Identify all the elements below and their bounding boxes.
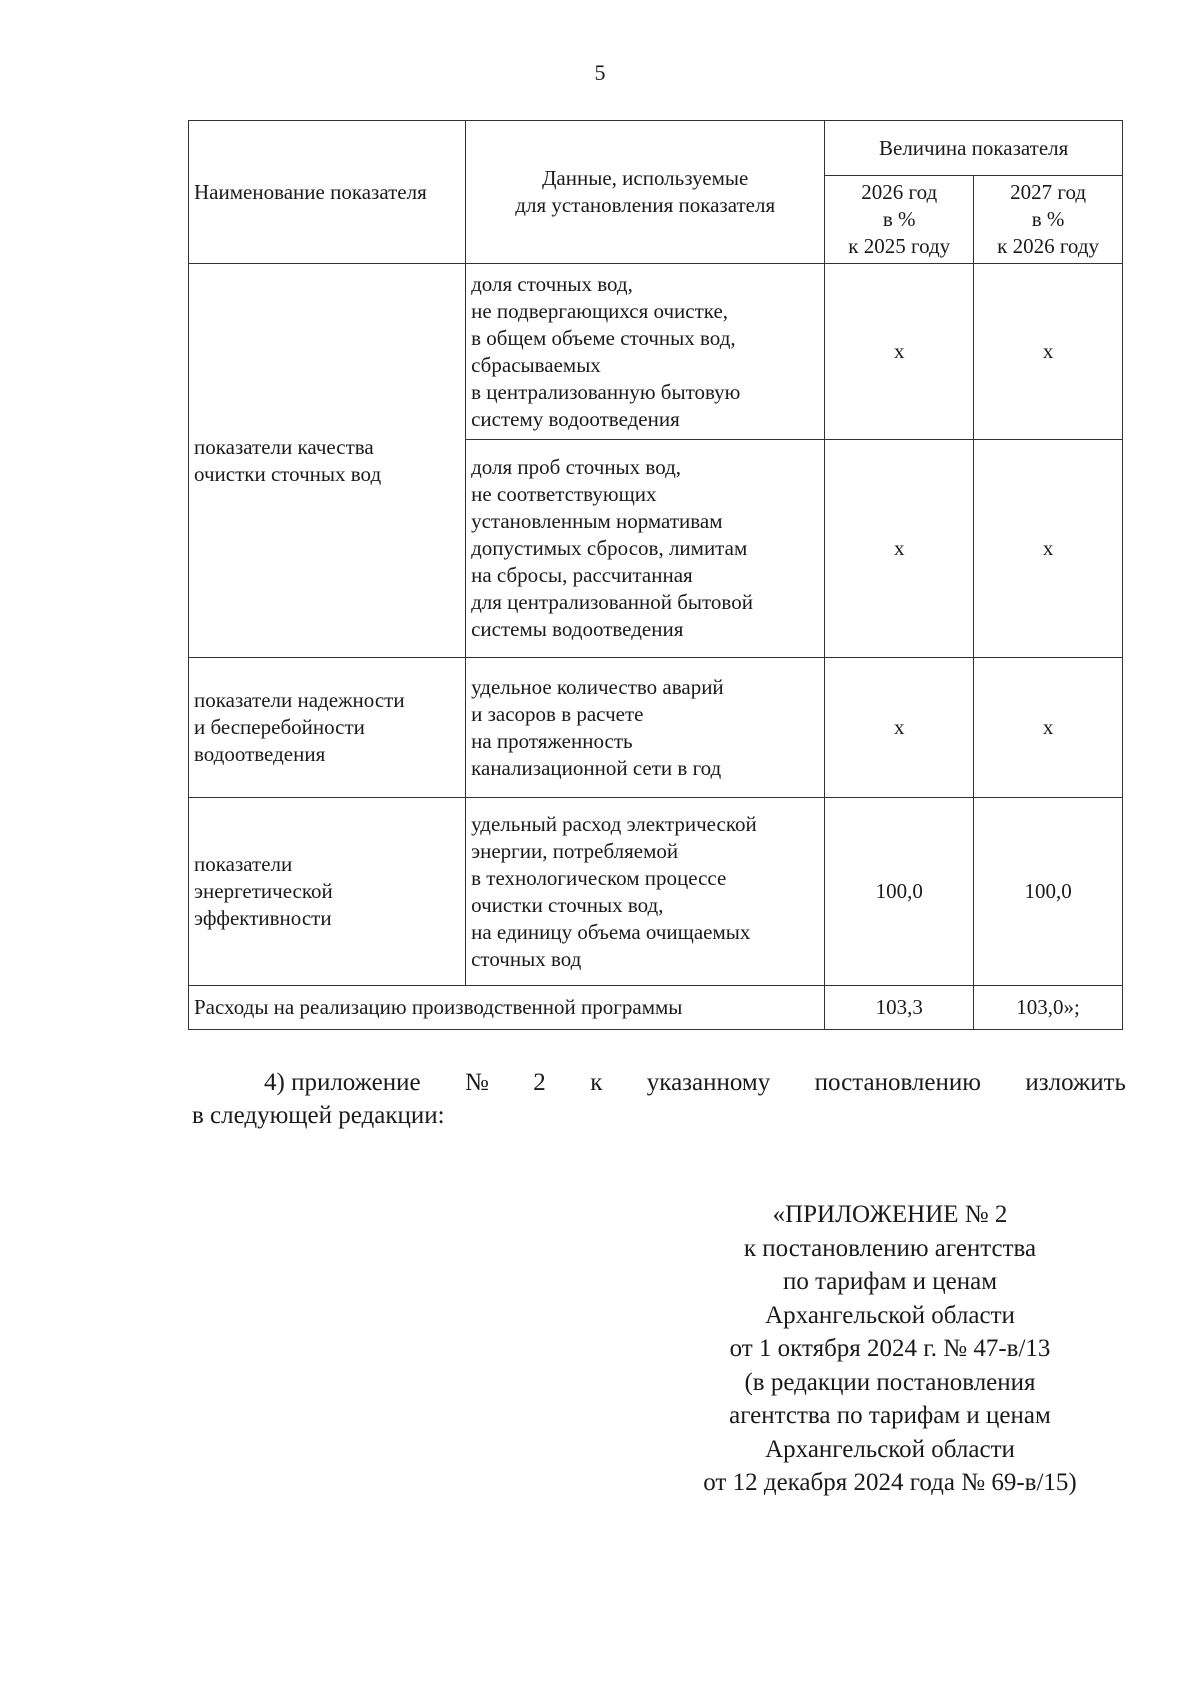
- header-year-2026: 2026 год в % к 2025 году: [825, 176, 974, 264]
- table-row: [189, 798, 1123, 986]
- total-value-2027: 103,0»;: [974, 986, 1123, 1030]
- appendix-line: Архангельской области: [765, 1435, 1015, 1463]
- paragraph-word: №: [465, 1069, 489, 1096]
- value-2027: 100,0: [974, 798, 1123, 986]
- appendix-line: агентства по тарифам и ценам: [729, 1402, 1051, 1429]
- value-2027: х: [974, 264, 1123, 440]
- appendix-line: к постановлению агентства: [743, 1234, 1037, 1262]
- indicator-data: удельное количество аварий и засоров в расчете на протяженность канализационной сети в год: [466, 658, 825, 798]
- value-2026: 100,0: [825, 798, 974, 986]
- paragraph-word: 4) приложение: [264, 1069, 421, 1096]
- value-2027: х: [974, 440, 1123, 658]
- appendix-line: от 12 декабря 2024 года № 69-в/15): [703, 1469, 1077, 1496]
- group-reliability-label: показатели надежности и бесперебойности водоотведения: [189, 658, 466, 798]
- indicator-data: доля сточных вод, не подвергающихся очистке, в общем объеме сточных вод, сбрасываемых в централизованную бытовую систему водоотведения: [466, 264, 825, 440]
- header-value-group: Величина показателя: [825, 121, 1123, 176]
- header-year-2027: 2027 год в % к 2026 году: [974, 176, 1123, 264]
- amendment-paragraph: [192, 1066, 1126, 1132]
- value-2027: х: [974, 658, 1123, 798]
- appendix-line: от 1 октября 2024 г. № 47-в/13: [729, 1335, 1051, 1362]
- value-2026: х: [825, 440, 974, 658]
- value-2026: х: [825, 658, 974, 798]
- paragraph-word: 2: [533, 1069, 546, 1096]
- paragraph-word: изложить: [1025, 1069, 1126, 1096]
- table-header-row: [189, 121, 1123, 176]
- header-indicator-name: Наименование показателя: [189, 121, 466, 264]
- appendix-line: (в редакции постановления: [744, 1368, 1036, 1396]
- indicator-data: удельный расход электрической энергии, потребляемой в технологическом процессе очистки сточных вод, на единицу объема очищаемых сточных вод: [466, 798, 825, 986]
- total-label: Расходы на реализацию производственной программы: [189, 986, 825, 1030]
- appendix-header: [660, 1198, 1120, 1500]
- group-energy-label: показатели энергетической эффективности: [189, 798, 466, 986]
- table-total-row: [189, 986, 1123, 1030]
- appendix-line: «ПРИЛОЖЕНИЕ № 2: [772, 1201, 1008, 1228]
- header-indicator-data: Данные, используемые для установления показателя: [466, 121, 825, 264]
- paragraph-line: в следующей редакции:: [192, 1102, 445, 1129]
- group-quality-label: показатели качества очистки сточных вод: [189, 264, 466, 658]
- total-value-2026: 103,3: [825, 986, 974, 1030]
- appendix-line: по тарифам и ценам: [782, 1268, 998, 1295]
- paragraph-word: к: [590, 1069, 603, 1096]
- indicator-data: доля проб сточных вод, не соответствующих установленным нормативам допустимых сбросов, лимитам на сбросы, рассчитанная для централизованной бытовой системы водоотведения: [466, 440, 825, 658]
- value-2026: х: [825, 264, 974, 440]
- indicators-table: [188, 120, 1123, 1030]
- table-row: [189, 658, 1123, 798]
- page-number: 5: [594, 60, 606, 85]
- appendix-line: Архангельской области: [765, 1301, 1015, 1329]
- table-row: [189, 264, 1123, 440]
- paragraph-word: постановлению: [814, 1069, 981, 1096]
- paragraph-line: [192, 1066, 1126, 1099]
- paragraph-word: указанному: [646, 1069, 771, 1096]
